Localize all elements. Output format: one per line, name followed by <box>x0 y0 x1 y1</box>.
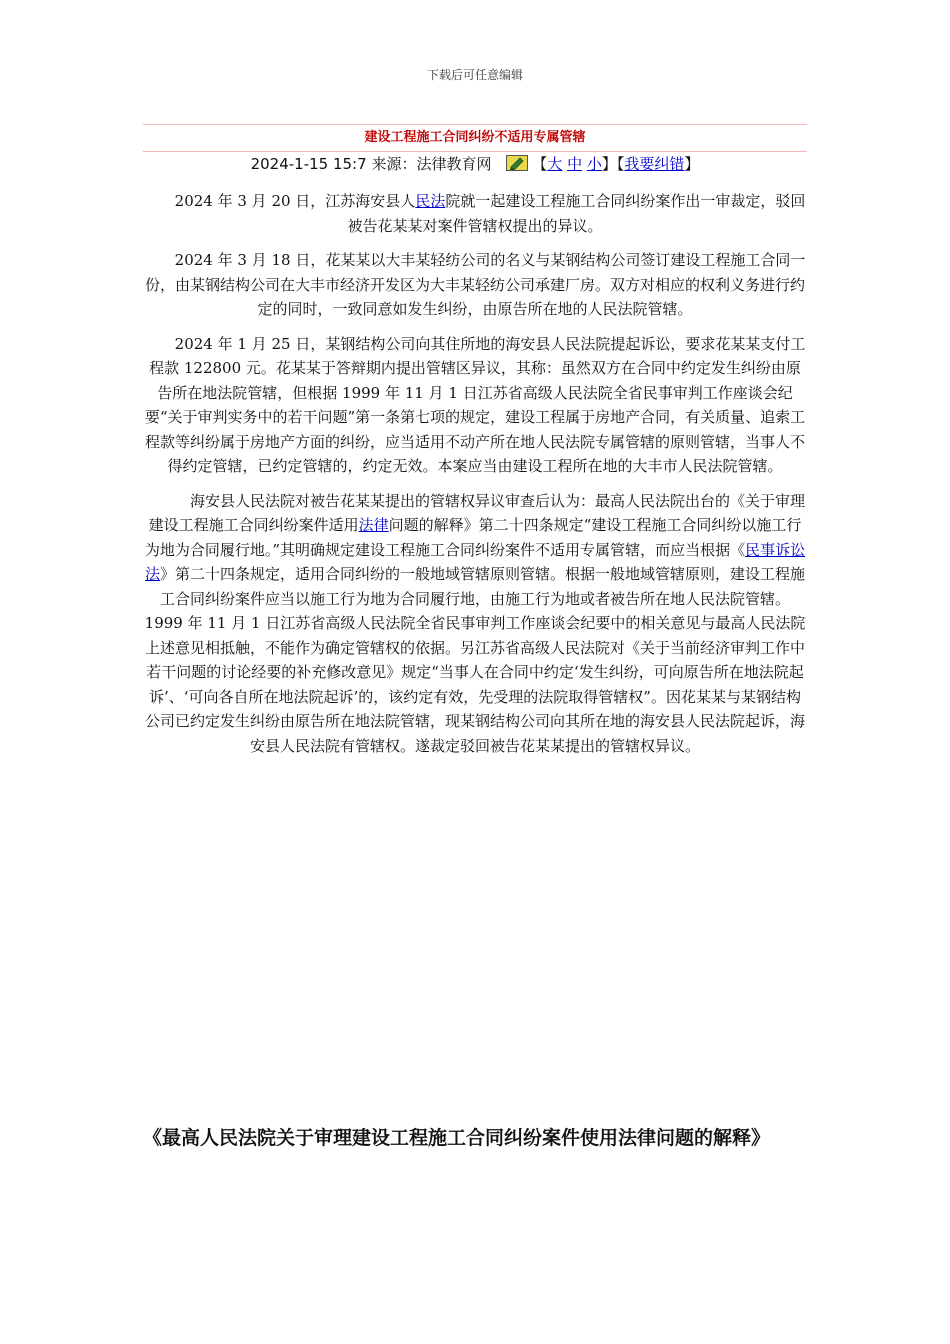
law-link[interactable]: 法律 <box>358 516 389 534</box>
size-bracket-close: 】 <box>601 155 617 173</box>
article-title: 建设工程施工合同纠纷不适用专属管辖 <box>143 124 807 152</box>
font-size-large-link[interactable]: 大 <box>547 155 563 173</box>
paragraph-4-text-c: 》第二十四条规定，适用合同纠纷的一般地域管辖原则管辖。根据一般地域管辖原则，建设工程施工合同纠纷案件应当以施工行为地为合同履行地，由施工行为地或者被告所在地人民法院管辖。1999 年 11 月 1 日江苏省高级人民法院全省民事审判工作座谈会纪要中的相关意见与最高人民法院上述意见相抵触，不能作为确定管辖权的依据。另江苏省高级人民法院对《关于当前经济审判工作中若干问题的讨论经要的补充修改意见》规定“当事人在合同中约定‘发生纠纷，可向原告所在地法院起诉’、‘可向各自所在地法院起诉’的，该约定有效，先受理的法院取得管辖权”。因花某某与某钢结构公司已约定发生纠纷由原告所在地法院管辖，现某钢结构公司向其所在地的海安县人民法院起诉，海安县人民法院有管辖权。遂裁定驳回被告花某某提出的管辖权异议。 <box>144 565 806 755</box>
publish-date: 2024-1-15 15:7 <box>250 155 367 173</box>
article-body <box>143 189 807 768</box>
pen-icon <box>506 155 528 171</box>
civil-law-link[interactable]: 民法 <box>415 192 446 210</box>
paragraph-1 <box>143 189 807 238</box>
paragraph-4 <box>143 489 807 759</box>
header-note: 下载后可任意编辑 <box>426 68 523 82</box>
report-error-link[interactable]: 我要纠错 <box>624 155 685 173</box>
font-size-medium-link[interactable]: 中 <box>567 155 583 173</box>
paragraph-1-text-a: 2024 年 3 月 20 日，江苏海安县人 <box>174 192 416 210</box>
correction-bracket-open: 【 <box>616 155 625 173</box>
source-name: 法律教育网 <box>416 155 492 173</box>
paragraph-2: 2024 年 3 月 18 日，花某某以大丰某轻纺公司的名义与某钢结构公司签订建设工程施工合同一份，由某钢结构公司在大丰市经济开发区为大丰某轻纺公司承建厂房。双方对相应的权利义务进行约定的同时，一致同意如发生纠纷，由原告所在地的人民法院管辖。 <box>144 251 806 318</box>
paragraph-4-text-a: 海安县人民法院对被告花某某提出的管辖权异议审查后认为：最高人民法院出台的《关于审理建设工程施工合同纠纷案件适用 <box>148 491 805 534</box>
paragraph-1-text-b: 院就一起建设工程施工合同纠纷案作出一审裁定，驳回被告花某某对案件管辖权提出的异议。 <box>347 192 806 235</box>
correction-bracket-close: 】 <box>684 155 700 173</box>
source-label: 来源： <box>371 155 417 173</box>
bottom-title: 《最高人民法院关于审理建设工程施工合同纠纷案件使用法律问题的解释》 <box>143 1127 771 1149</box>
civil-procedure-law-link[interactable]: 民事诉讼法 <box>144 540 806 583</box>
paragraph-4-text-b: 问题的解释》第二十四条规定“建设工程施工合同纠纷以施工行为地为合同履行地。”其明确规定建设工程施工合同纠纷案件不适用专属管辖，而应当根据《 <box>144 516 802 559</box>
font-size-small-link[interactable]: 小 <box>586 155 602 173</box>
article-meta <box>143 153 807 175</box>
size-bracket-open: 【 <box>532 155 548 173</box>
paragraph-3: 2024 年 1 月 25 日，某钢结构公司向其住所地的海安县人民法院提起诉讼，要求花某某支付工程款 122800 元。花某某于答辩期内提出管辖区异议，其称：虽然双方在合同中约定发生纠纷由原告所在地法院管辖，但根据 1999 年 11 月 1 日江苏省高级人民法院全省民事审判工作座谈会纪要“关于审判实务中的若干问题”第一条第七项的规定，建设工程属于房地产合同，有关质量、追索工程款等纠纷属于房地产方面的纠纷，应当适用不动产所在地人民法院专属管辖的原则管辖，当事人不得约定管辖，已约定管辖的，约定无效。本案应当由建设工程所在地的大丰市人民法院管辖。 <box>144 334 806 475</box>
